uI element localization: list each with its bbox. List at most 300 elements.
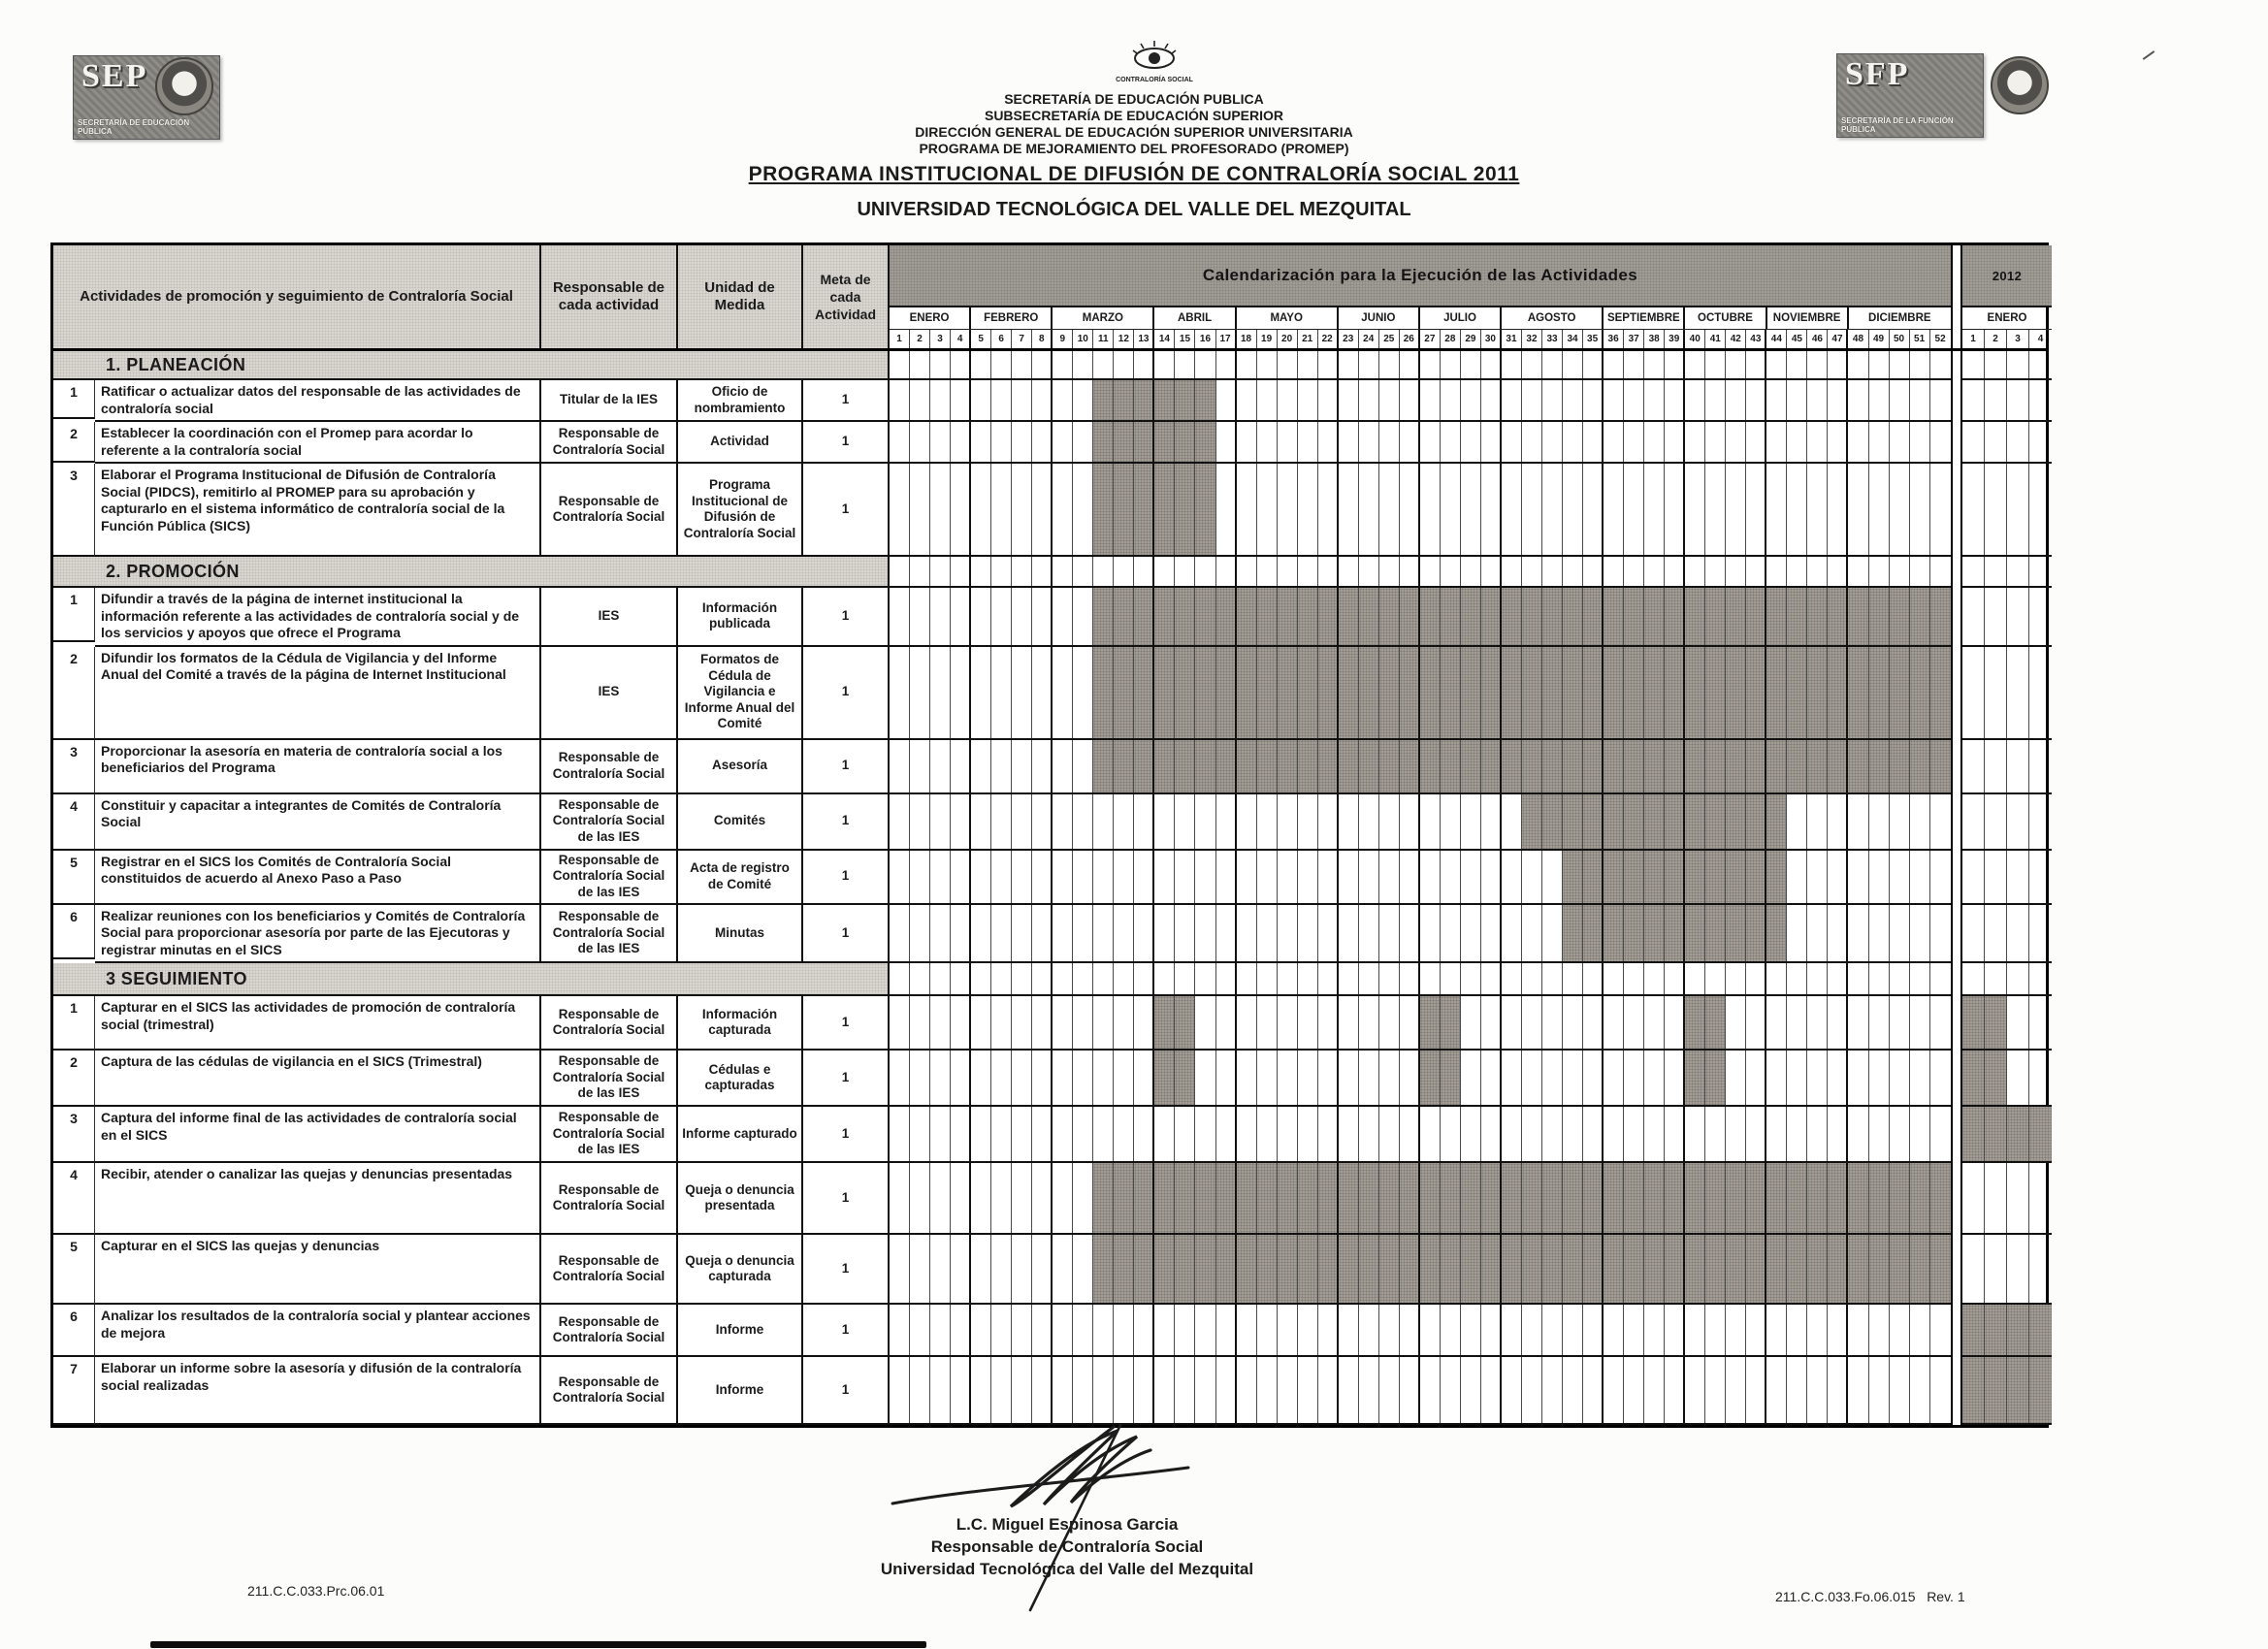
gantt-bar-cell [1114,380,1134,420]
gantt-bar-cell [1359,1235,1379,1303]
week-cell [1705,557,1726,586]
week-cell [1685,380,1705,420]
gantt-bar-cell [1726,588,1746,645]
week-cell [1216,905,1237,962]
week-cell [1134,996,1154,1049]
week-cell [1962,794,1985,849]
gantt-bar-cell [1502,647,1522,738]
week-cell [1705,1107,1726,1161]
week-cell [1359,1107,1379,1161]
gantt-bar-cell [1665,905,1685,962]
month-label: SEPTIEMBRE [1604,307,1685,329]
week-cell [1869,851,1890,903]
gantt-bar-cell [1604,1163,1624,1233]
gantt-bar-cell [1542,1235,1563,1303]
week-cell [1195,996,1215,1049]
week-cell [2007,588,2029,645]
gantt-bar-cell [1441,1163,1461,1233]
unit-text: Minutas [678,905,803,964]
week-cell [1114,1051,1134,1105]
row-number: 2 [53,422,95,463]
week-cell [1828,851,1848,903]
week-number: 8 [1032,330,1053,348]
week-cell [1298,464,1318,555]
gantt-bar-cell [1175,464,1195,555]
week-cell [1563,557,1583,586]
gantt-bar-cell [1644,905,1665,962]
row-number: 1 [53,588,95,642]
week-cell [1807,1107,1828,1161]
gantt-bar-cell [1216,588,1237,645]
week-number: 4 [951,330,971,348]
gantt-bar-cell [1746,851,1766,903]
section-title: 1. PLANEACIÓN [53,351,890,380]
week-cell [1318,1107,1339,1161]
week-cell [1134,905,1154,962]
week-cell [1339,851,1359,903]
week-cell [1807,1305,1828,1355]
gantt-bar-cell [1563,851,1583,903]
gantt-bar-cell [1481,1163,1502,1233]
week-cell [1848,996,1868,1049]
gantt-bar-cell [1583,647,1604,738]
week-cell [971,996,991,1049]
activity-row [53,794,2046,851]
gantt-bar-cell [1502,588,1522,645]
activity-text: Proporcionar la asesoría en materia de contraloría social a los beneficiarios del Programa [95,740,541,794]
week-cell [1910,380,1930,420]
doc-code-right-text: 211.C.C.033.Fo.06.015 [1775,1589,1916,1604]
week-cell [1093,1305,1114,1355]
gantt-bar-cell [1685,1235,1705,1303]
row-number: 4 [53,794,95,851]
week-cell [1848,351,1868,378]
week-cell [1053,963,1073,994]
activity-row [53,1051,2046,1107]
row-nextyear-cells [1962,851,2052,905]
gantt-bar-cell [1154,647,1175,738]
week-cell [890,851,910,903]
week-cell [1807,422,1828,462]
week-cell [951,351,971,378]
week-cell [1053,380,1073,420]
week-cell [1910,1107,1930,1161]
goal-value: 1 [803,1051,890,1107]
week-cell [1298,422,1318,462]
week-cell [1318,1305,1339,1355]
gantt-bar-cell [1420,588,1441,645]
gantt-bar-cell [1848,1163,1868,1233]
activity-text: Captura del informe final de las actividades de contraloría social en el SICS [95,1107,541,1163]
week-cell [1685,464,1705,555]
goal-value: 1 [803,851,890,905]
org-line: SECRETARÍA DE EDUCACIÓN PUBLICA [1004,91,1264,107]
gantt-bar-cell [1359,647,1379,738]
row-nextyear-cells [1962,1163,2052,1235]
week-cell [1962,963,1985,994]
gantt-bar-cell [1746,1163,1766,1233]
week-cell [1985,851,2007,903]
week-cell [1583,1107,1604,1161]
week-cell [1216,1357,1237,1423]
gantt-bar-cell [1441,647,1461,738]
gantt-bar-cell [1278,588,1298,645]
gantt-bar-cell [1828,740,1848,792]
week-cell [1114,351,1134,378]
gantt-bar-cell [1175,380,1195,420]
week-cell [1359,996,1379,1049]
week-number: 16 [1195,330,1215,348]
gantt-bar-cell [1522,1235,1542,1303]
week-cell [1869,963,1890,994]
week-cell [1962,1235,1985,1303]
gantt-bar-cell [1318,588,1339,645]
week-cell [1216,380,1237,420]
separator-column [1951,1107,1962,1163]
document-title: PROGRAMA INSTITUCIONAL DE DIFUSIÓN DE CONTRALORÍA SOCIAL 2011 [748,163,1520,185]
week-cell [1461,851,1481,903]
week-cell [1154,905,1175,962]
week-cell [1134,1107,1154,1161]
week-cell [2029,1163,2052,1233]
week-cell [1012,905,1032,962]
week-cell [1502,380,1522,420]
week-cell [1237,905,1257,962]
week-cell [1522,1357,1542,1423]
week-cell [1962,557,1985,586]
week-number: 11 [1093,330,1114,348]
week-cell [2007,1163,2029,1233]
gantt-bar-cell [1216,1163,1237,1233]
week-cell [1154,794,1175,849]
doc-code-right [1775,1589,1965,1604]
week-cell [2007,422,2029,462]
gantt-bar-cell [1705,647,1726,738]
week-cell [951,1163,971,1233]
week-cell [971,963,991,994]
week-cell [1032,647,1053,738]
week-cell [1461,422,1481,462]
week-cell [1400,851,1420,903]
gantt-bar-cell [1985,1107,2007,1161]
week-cell [1073,422,1093,462]
week-cell [1237,1051,1257,1105]
month-label: NOVIEMBRE [1767,307,1849,329]
week-cell [2007,647,2029,738]
week-cell [1461,1051,1481,1105]
gantt-bar-cell [1624,851,1644,903]
week-cell [1502,464,1522,555]
gantt-bar-cell [1441,740,1461,792]
week-cell [1420,905,1441,962]
week-cell [1461,1107,1481,1161]
gantt-bar-cell [1318,647,1339,738]
week-cell [910,1357,930,1423]
week-cell [2007,1051,2029,1105]
week-cell [1400,996,1420,1049]
gantt-bar-cell [1154,1051,1175,1105]
week-cell [1237,1357,1257,1423]
gantt-bar-cell [1766,588,1787,645]
calendar-week-row [890,329,1951,348]
week-cell [1563,351,1583,378]
activity-row [53,905,2046,964]
week-cell [971,794,991,849]
gantt-bar-cell [1930,1235,1951,1303]
gantt-bar-cell [1910,647,1930,738]
gantt-bar-cell [1930,740,1951,792]
week-cell [1604,1107,1624,1161]
week-number: 43 [1746,330,1766,348]
week-cell [1073,557,1093,586]
gantt-bar-cell [1962,1357,1985,1423]
goal-value: 1 [803,740,890,794]
week-cell [1787,794,1807,849]
week-cell [991,1107,1012,1161]
week-cell [1644,963,1665,994]
week-cell [1644,1357,1665,1423]
row-number: 3 [53,1107,95,1163]
week-cell [971,1051,991,1105]
week-cell [1787,380,1807,420]
week-cell [1502,1051,1522,1105]
gantt-bar-cell [1461,1163,1481,1233]
week-cell [1869,557,1890,586]
week-cell [1624,1357,1644,1423]
week-cell [1685,557,1705,586]
gantt-bar-cell [1787,740,1807,792]
signatory-role: Responsable de Contraloría Social [930,1537,1204,1556]
responsible-text: IES [541,647,678,740]
week-cell [1644,557,1665,586]
week-cell [1237,464,1257,555]
week-cell [1848,794,1868,849]
gantt-bar-cell [1583,794,1604,849]
week-cell [1195,1357,1215,1423]
week-cell [1848,1107,1868,1161]
week-number: 36 [1604,330,1624,348]
gantt-bar-cell [1400,1235,1420,1303]
week-cell [1583,422,1604,462]
week-number: 7 [1012,330,1032,348]
gantt-bar-cell [1746,588,1766,645]
week-cell [1848,464,1868,555]
week-cell [1359,422,1379,462]
gantt-bar-cell [1093,422,1114,462]
gantt-bar-cell [1726,905,1746,962]
week-cell [1890,557,1910,586]
week-cell [1563,464,1583,555]
week-cell [1461,557,1481,586]
gantt-bar-cell [1502,1163,1522,1233]
week-number: 25 [1379,330,1400,348]
gantt-bar-cell [1705,996,1726,1049]
month-label: FEBRERO [971,307,1053,329]
gantt-bar-cell [1828,647,1848,738]
week-cell [1053,996,1073,1049]
week-number: 21 [1298,330,1318,348]
gantt-bar-cell [1624,588,1644,645]
week-cell [1278,351,1298,378]
responsible-text: Responsable de Contraloría Social [541,1357,678,1425]
week-cell [890,996,910,1049]
separator-column [1951,1051,1962,1107]
org-line: DIRECCIÓN GENERAL DE EDUCACIÓN SUPERIOR UNIVERSITARIA [915,124,1353,140]
week-cell [890,794,910,849]
week-cell [1766,1305,1787,1355]
separator-column [1951,1357,1962,1425]
week-number: 14 [1154,330,1175,348]
week-cell [1807,963,1828,994]
week-cell [930,996,951,1049]
week-cell [991,1357,1012,1423]
week-cell [1053,740,1073,792]
week-cell [2029,905,2052,962]
week-cell [1665,996,1685,1049]
week-cell [1441,794,1461,849]
gantt-bar-cell [1175,1235,1195,1303]
week-cell [1787,905,1807,962]
week-cell [1766,1051,1787,1105]
week-cell [1379,905,1400,962]
week-number: 9 [1053,330,1073,348]
week-number: 22 [1318,330,1339,348]
week-cell [1705,1305,1726,1355]
gantt-bar-cell [1766,647,1787,738]
gantt-bar-cell [1807,647,1828,738]
gantt-bar-cell [1359,588,1379,645]
gantt-bar-cell [1890,740,1910,792]
section-row [53,351,2046,380]
week-cell [1828,963,1848,994]
week-cell [1481,1051,1502,1105]
week-cell [890,905,910,962]
week-cell [1746,1051,1766,1105]
separator-column [1951,647,1962,740]
week-cell [1502,351,1522,378]
week-cell [910,588,930,645]
week-cell [1298,557,1318,586]
week-cell [1624,464,1644,555]
week-cell [1257,996,1278,1049]
week-cell [1766,963,1787,994]
week-cell [1195,794,1215,849]
week-cell [1766,464,1787,555]
week-cell [1807,1357,1828,1423]
separator-column [1951,1163,1962,1235]
week-cell [1604,1357,1624,1423]
scan-artifact-mark [2143,50,2155,60]
week-cell [1012,557,1032,586]
activity-row [53,851,2046,905]
row-calendar-cells [890,740,1951,794]
week-cell [1910,963,1930,994]
week-cell [1644,1107,1665,1161]
gantt-bar-cell [1563,647,1583,738]
week-number: 39 [1665,330,1685,348]
week-cell [1644,1051,1665,1105]
week-cell [1379,1357,1400,1423]
gantt-bar-cell [1848,1235,1868,1303]
gantt-bar-cell [1298,1163,1318,1233]
week-cell [1807,996,1828,1049]
week-cell [1542,1357,1563,1423]
gantt-bar-cell [2029,1357,2052,1423]
week-cell [890,1107,910,1161]
week-cell [1985,647,2007,738]
row-nextyear-cells [1962,380,2052,422]
week-cell [1807,464,1828,555]
week-cell [1420,422,1441,462]
week-cell [1073,851,1093,903]
week-cell [930,740,951,792]
responsible-text: Responsable de Contraloría Social de las IES [541,851,678,905]
gantt-bar-cell [1461,740,1481,792]
week-cell [1237,851,1257,903]
week-cell [1746,996,1766,1049]
week-cell [1175,1357,1195,1423]
week-cell [1665,380,1685,420]
week-number: 10 [1073,330,1093,348]
week-cell [1032,996,1053,1049]
gantt-bar-cell [1726,794,1746,849]
row-number: 4 [53,1163,95,1235]
week-cell [1237,1305,1257,1355]
week-cell [1461,1357,1481,1423]
gantt-bar-cell [1869,740,1890,792]
row-nextyear-cells [1962,740,2052,794]
week-cell [1624,1051,1644,1105]
activity-text: Elaborar el Programa Institucional de Difusión de Contraloría Social (PIDCS), remitirlo al PROMEP para su aprobación y capturarlo en el sistema informático de contraloría social de la Función Pública (SICS) [95,464,541,557]
week-cell [1298,351,1318,378]
week-cell [991,1163,1012,1233]
week-cell [1787,1305,1807,1355]
gantt-bar-cell [1114,1163,1134,1233]
responsible-text: Responsable de Contraloría Social de las IES [541,1051,678,1107]
week-cell [930,1107,951,1161]
week-cell [1032,1107,1053,1161]
week-cell [1359,380,1379,420]
signatory-name: L.C. Miguel Espinosa Garcia [956,1515,1179,1534]
gantt-bar-cell [1985,1051,2007,1105]
week-cell [910,464,930,555]
week-cell [971,1235,991,1303]
gantt-bar-cell [1828,1163,1848,1233]
week-cell [1985,1235,2007,1303]
week-cell [930,1235,951,1303]
week-cell [910,794,930,849]
week-cell [1318,1357,1339,1423]
week-cell [1318,996,1339,1049]
week-cell [1828,351,1848,378]
week-number: 40 [1685,330,1705,348]
week-cell [1766,1357,1787,1423]
goal-value: 1 [803,1163,890,1235]
gantt-bar-cell [1583,1235,1604,1303]
week-cell [1787,464,1807,555]
week-number: 31 [1502,330,1522,348]
gantt-bar-cell [1766,851,1787,903]
gantt-bar-cell [1705,794,1726,849]
gantt-bar-cell [1257,740,1278,792]
activity-text: Elaborar un informe sobre la asesoría y difusión de la contraloría social realizadas [95,1357,541,1425]
unit-text: Queja o denuncia capturada [678,1235,803,1305]
week-cell [1604,996,1624,1049]
gantt-bar-cell [1644,647,1665,738]
week-cell [1502,963,1522,994]
responsible-text: Responsable de Contraloría Social [541,996,678,1051]
week-cell [1522,963,1542,994]
